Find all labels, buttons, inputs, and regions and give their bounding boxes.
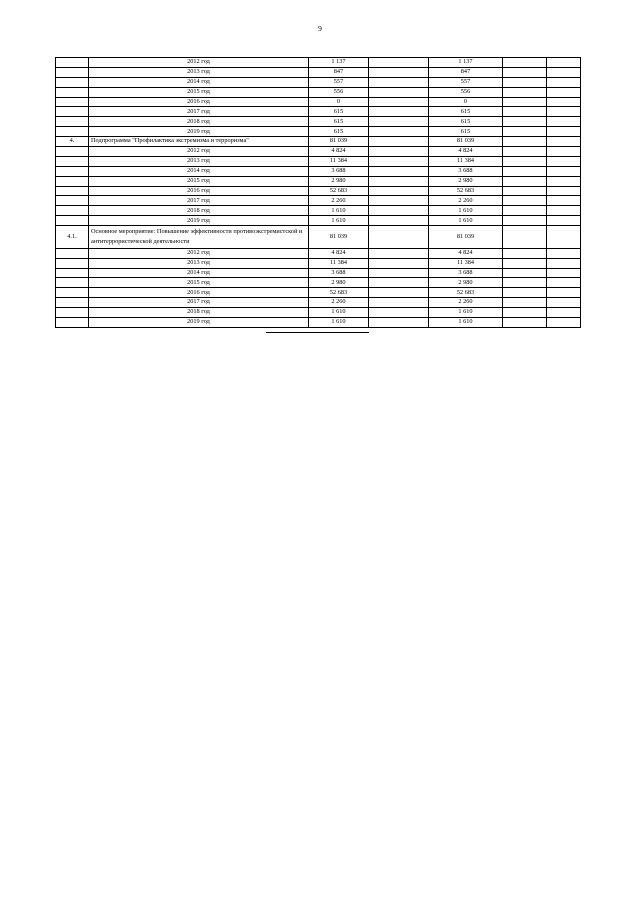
total-amount-cell: 4 824	[309, 248, 369, 258]
end-of-table-rule	[266, 332, 369, 333]
row-number-cell	[56, 196, 89, 206]
row-name-cell: 2017 год	[89, 196, 309, 206]
empty-amount-cell	[547, 298, 581, 308]
empty-amount-cell	[503, 127, 547, 137]
empty-amount-cell	[369, 77, 429, 87]
total-amount-cell: 4 824	[309, 147, 369, 157]
empty-amount-cell	[547, 77, 581, 87]
empty-amount-cell	[503, 317, 547, 327]
table-row	[56, 278, 581, 288]
total-amount-cell: 52 683	[309, 288, 369, 298]
total-amount-cell: 52 683	[309, 186, 369, 196]
row-number-cell	[56, 176, 89, 186]
row-name-cell: 2019 год	[89, 127, 309, 137]
empty-amount-cell	[503, 147, 547, 157]
total-amount-cell: 556	[309, 87, 369, 97]
budget-amount-cell: 11 384	[429, 156, 503, 166]
table-row	[56, 147, 581, 157]
empty-amount-cell	[369, 156, 429, 166]
row-number-cell	[56, 107, 89, 117]
empty-amount-cell	[503, 258, 547, 268]
empty-amount-cell	[547, 268, 581, 278]
total-amount-cell: 0	[309, 97, 369, 107]
budget-amount-cell: 615	[429, 127, 503, 137]
row-name-cell: 2018 год	[89, 117, 309, 127]
total-amount-cell: 11 384	[309, 258, 369, 268]
budget-amount-cell: 11 384	[429, 258, 503, 268]
row-number-cell	[56, 248, 89, 258]
total-amount-cell: 11 384	[309, 156, 369, 166]
empty-amount-cell	[547, 288, 581, 298]
empty-amount-cell	[547, 166, 581, 176]
row-name-cell: 2015 год	[89, 176, 309, 186]
table-row	[56, 117, 581, 127]
empty-amount-cell	[503, 97, 547, 107]
empty-amount-cell	[503, 226, 547, 249]
row-number-cell	[56, 117, 89, 127]
empty-amount-cell	[369, 97, 429, 107]
table-row	[56, 97, 581, 107]
row-name-cell: 2019 год	[89, 216, 309, 226]
table-row	[56, 156, 581, 166]
empty-amount-cell	[503, 206, 547, 216]
budget-amount-cell: 52 683	[429, 186, 503, 196]
budget-amount-cell: 81 039	[429, 137, 503, 147]
row-number-cell	[56, 288, 89, 298]
table-body	[56, 58, 581, 328]
total-amount-cell: 1 610	[309, 308, 369, 318]
empty-amount-cell	[503, 156, 547, 166]
table-row	[56, 127, 581, 137]
empty-amount-cell	[547, 67, 581, 77]
empty-amount-cell	[369, 288, 429, 298]
table-row	[56, 176, 581, 186]
row-name-cell: 2018 год	[89, 206, 309, 216]
budget-amount-cell: 4 824	[429, 147, 503, 157]
empty-amount-cell	[369, 258, 429, 268]
empty-amount-cell	[503, 137, 547, 147]
total-amount-cell: 615	[309, 107, 369, 117]
empty-amount-cell	[547, 248, 581, 258]
total-amount-cell: 615	[309, 117, 369, 127]
empty-amount-cell	[503, 268, 547, 278]
total-amount-cell: 1 137	[309, 58, 369, 68]
budget-amount-cell: 3 688	[429, 166, 503, 176]
row-name-cell: 2018 год	[89, 308, 309, 318]
total-amount-cell: 3 688	[309, 268, 369, 278]
row-name-cell: 2014 год	[89, 166, 309, 176]
row-number-cell	[56, 258, 89, 268]
budget-amount-cell: 615	[429, 107, 503, 117]
budget-amount-cell: 52 683	[429, 288, 503, 298]
empty-amount-cell	[503, 166, 547, 176]
empty-amount-cell	[503, 298, 547, 308]
empty-amount-cell	[547, 87, 581, 97]
table-row	[56, 58, 581, 68]
row-number-cell: 4.1.	[56, 226, 89, 249]
row-name-cell: 2012 год	[89, 248, 309, 258]
total-amount-cell: 847	[309, 67, 369, 77]
empty-amount-cell	[369, 268, 429, 278]
row-name-cell: Подпрограмма "Профилактика экстремизма и терроризма"	[89, 137, 309, 147]
table-row	[56, 216, 581, 226]
row-number-cell	[56, 317, 89, 327]
table-row	[56, 166, 581, 176]
budget-amount-cell: 1 610	[429, 206, 503, 216]
row-name-cell: 2016 год	[89, 97, 309, 107]
row-name-cell: 2017 год	[89, 298, 309, 308]
total-amount-cell: 2 980	[309, 278, 369, 288]
total-amount-cell: 1 610	[309, 216, 369, 226]
row-number-cell	[56, 156, 89, 166]
budget-amount-cell: 1 610	[429, 317, 503, 327]
row-name-cell: 2016 год	[89, 288, 309, 298]
table-row	[56, 317, 581, 327]
empty-amount-cell	[369, 176, 429, 186]
empty-amount-cell	[547, 156, 581, 166]
row-number-cell	[56, 268, 89, 278]
empty-amount-cell	[547, 308, 581, 318]
row-number-cell	[56, 308, 89, 318]
row-number-cell	[56, 298, 89, 308]
budget-amount-cell: 1 610	[429, 308, 503, 318]
empty-amount-cell	[503, 278, 547, 288]
table-row	[56, 248, 581, 258]
table-row	[56, 186, 581, 196]
empty-amount-cell	[369, 226, 429, 249]
table-row	[56, 288, 581, 298]
table-row	[56, 226, 581, 249]
row-name-cell: 2012 год	[89, 147, 309, 157]
empty-amount-cell	[369, 107, 429, 117]
row-number-cell	[56, 278, 89, 288]
table-row	[56, 196, 581, 206]
empty-amount-cell	[503, 176, 547, 186]
empty-amount-cell	[369, 248, 429, 258]
empty-amount-cell	[369, 117, 429, 127]
empty-amount-cell	[503, 77, 547, 87]
row-number-cell	[56, 58, 89, 68]
budget-amount-cell: 0	[429, 97, 503, 107]
empty-amount-cell	[369, 58, 429, 68]
row-name-cell: 2013 год	[89, 156, 309, 166]
total-amount-cell: 81 039	[309, 226, 369, 249]
budget-amount-cell: 557	[429, 77, 503, 87]
empty-amount-cell	[369, 206, 429, 216]
empty-amount-cell	[547, 196, 581, 206]
row-number-cell	[56, 97, 89, 107]
row-number-cell	[56, 127, 89, 137]
empty-amount-cell	[547, 137, 581, 147]
table-row	[56, 67, 581, 77]
empty-amount-cell	[547, 226, 581, 249]
empty-amount-cell	[503, 117, 547, 127]
empty-amount-cell	[503, 58, 547, 68]
empty-amount-cell	[503, 308, 547, 318]
budget-amount-cell: 2 260	[429, 298, 503, 308]
empty-amount-cell	[503, 248, 547, 258]
row-number-cell	[56, 67, 89, 77]
empty-amount-cell	[369, 166, 429, 176]
budget-amount-cell: 81 039	[429, 226, 503, 249]
empty-amount-cell	[369, 308, 429, 318]
row-name-cell: 2012 год	[89, 58, 309, 68]
empty-amount-cell	[369, 216, 429, 226]
empty-amount-cell	[547, 127, 581, 137]
row-number-cell	[56, 77, 89, 87]
row-number-cell	[56, 216, 89, 226]
empty-amount-cell	[547, 117, 581, 127]
empty-amount-cell	[547, 258, 581, 268]
empty-amount-cell	[369, 137, 429, 147]
budget-amount-cell: 2 980	[429, 176, 503, 186]
total-amount-cell: 2 260	[309, 196, 369, 206]
empty-amount-cell	[369, 196, 429, 206]
empty-amount-cell	[369, 278, 429, 288]
total-amount-cell: 2 260	[309, 298, 369, 308]
funding-table	[55, 57, 581, 328]
total-amount-cell: 81 039	[309, 137, 369, 147]
empty-amount-cell	[503, 288, 547, 298]
row-name-cell: 2015 год	[89, 87, 309, 97]
empty-amount-cell	[369, 127, 429, 137]
row-name-cell: Основное мероприятие: Повышение эффективности противоэкстремистской и антитеррористической деятельности	[89, 226, 309, 249]
row-number-cell	[56, 166, 89, 176]
row-number-cell: 4.	[56, 137, 89, 147]
empty-amount-cell	[503, 87, 547, 97]
row-name-cell: 2013 год	[89, 258, 309, 268]
row-number-cell	[56, 87, 89, 97]
empty-amount-cell	[503, 107, 547, 117]
budget-amount-cell: 2 260	[429, 196, 503, 206]
total-amount-cell: 615	[309, 127, 369, 137]
empty-amount-cell	[547, 216, 581, 226]
total-amount-cell: 1 610	[309, 206, 369, 216]
empty-amount-cell	[547, 317, 581, 327]
empty-amount-cell	[503, 196, 547, 206]
budget-amount-cell: 1 610	[429, 216, 503, 226]
empty-amount-cell	[547, 107, 581, 117]
row-name-cell: 2016 год	[89, 186, 309, 196]
empty-amount-cell	[547, 278, 581, 288]
empty-amount-cell	[369, 298, 429, 308]
budget-amount-cell: 3 688	[429, 268, 503, 278]
empty-amount-cell	[503, 67, 547, 77]
empty-amount-cell	[369, 87, 429, 97]
empty-amount-cell	[547, 147, 581, 157]
empty-amount-cell	[547, 97, 581, 107]
table-row	[56, 258, 581, 268]
row-number-cell	[56, 186, 89, 196]
row-name-cell: 2013 год	[89, 67, 309, 77]
empty-amount-cell	[547, 186, 581, 196]
empty-amount-cell	[547, 58, 581, 68]
empty-amount-cell	[503, 216, 547, 226]
table-row	[56, 268, 581, 278]
table-row	[56, 77, 581, 87]
table-row	[56, 87, 581, 97]
empty-amount-cell	[547, 176, 581, 186]
total-amount-cell: 1 610	[309, 317, 369, 327]
empty-amount-cell	[369, 186, 429, 196]
row-name-cell: 2015 год	[89, 278, 309, 288]
budget-amount-cell: 556	[429, 87, 503, 97]
total-amount-cell: 2 980	[309, 176, 369, 186]
total-amount-cell: 557	[309, 77, 369, 87]
budget-amount-cell: 4 824	[429, 248, 503, 258]
empty-amount-cell	[547, 206, 581, 216]
empty-amount-cell	[369, 67, 429, 77]
row-name-cell: 2019 год	[89, 317, 309, 327]
row-name-cell: 2014 год	[89, 268, 309, 278]
table-row	[56, 308, 581, 318]
empty-amount-cell	[369, 317, 429, 327]
empty-amount-cell	[503, 186, 547, 196]
budget-amount-cell: 2 980	[429, 278, 503, 288]
table-row	[56, 206, 581, 216]
budget-amount-cell: 1 137	[429, 58, 503, 68]
table-row	[56, 298, 581, 308]
table-row	[56, 107, 581, 117]
row-name-cell: 2014 год	[89, 77, 309, 87]
empty-amount-cell	[369, 147, 429, 157]
budget-amount-cell: 615	[429, 117, 503, 127]
budget-amount-cell: 847	[429, 67, 503, 77]
total-amount-cell: 3 688	[309, 166, 369, 176]
row-number-cell	[56, 206, 89, 216]
page-number: 9	[318, 24, 322, 33]
row-name-cell: 2017 год	[89, 107, 309, 117]
table-row	[56, 137, 581, 147]
row-number-cell	[56, 147, 89, 157]
